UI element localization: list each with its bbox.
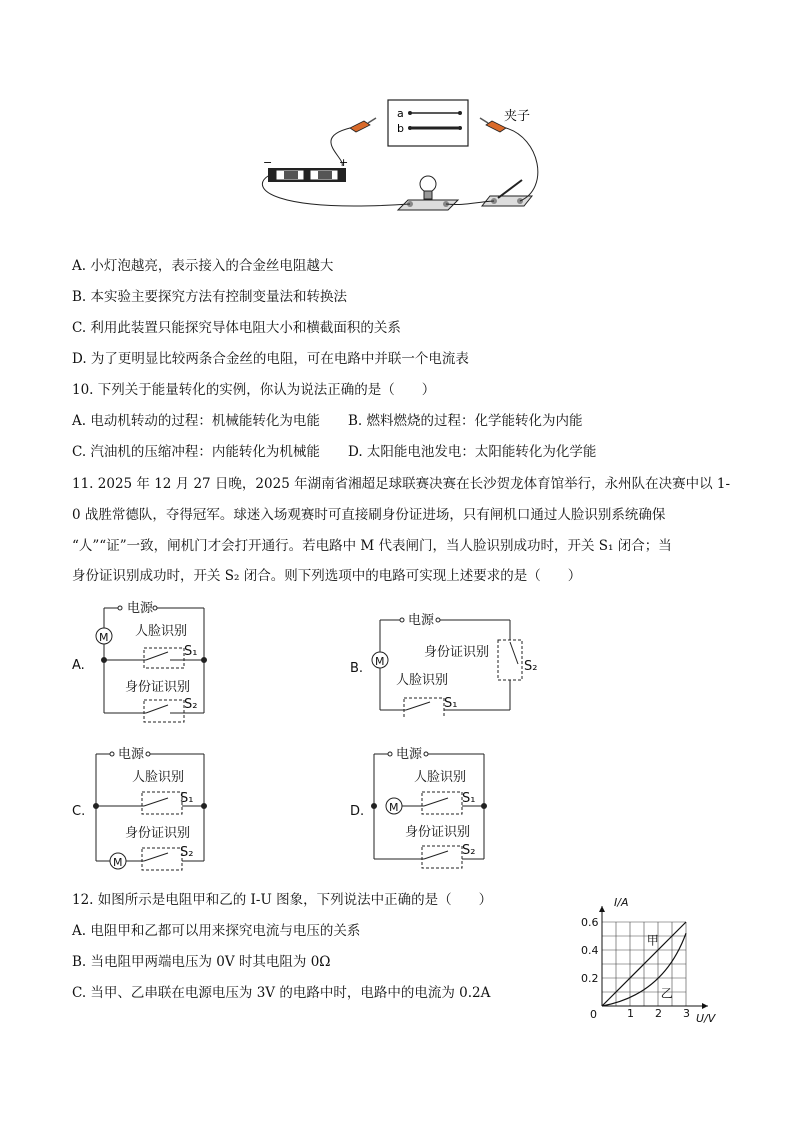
q12-stem: 12. 如图所示是电阻甲和乙的 I-U 图象，下列说法中正确的是（ ） xyxy=(72,892,493,908)
chart-ticks xyxy=(581,916,690,1020)
apparatus-figure xyxy=(250,98,550,228)
y-tick-label: 0.2 xyxy=(581,972,599,985)
circuit-a xyxy=(70,598,220,728)
face-recognition-label: 人脸识别 xyxy=(396,673,449,688)
q11-line-4: 身份证识别成功时，开关 S₂ 闭合。则下列选项中的电路可实现上述要求的是（ ） xyxy=(72,568,582,584)
left-clip-icon xyxy=(350,118,376,132)
x-tick-label: 1 xyxy=(627,1007,634,1020)
series-yi-label: 乙 xyxy=(660,986,673,1001)
power-label: 电源 xyxy=(396,747,423,762)
q11-line-1: 11. 2025 年 12 月 27 日晚，2025 年湖南省湘超足球联赛决赛在长沙贺龙体育馆举行，永州队在决赛中以 1- xyxy=(72,476,731,492)
q11-line-2: 0 战胜常德队，夺得冠军。球迷入场观赛时可直接刷身份证进场，只有闸机口通过人脸识别系统确保 xyxy=(72,507,666,523)
face-recognition-label: 人脸识别 xyxy=(132,770,185,785)
q12-option-b: B. 当电阻甲两端电压为 0V 时其电阻为 0Ω xyxy=(72,954,331,970)
switch-s1-label: S₁ xyxy=(184,644,198,659)
switch-s1-label: S₁ xyxy=(462,791,476,806)
q10-option-b: B. 燃料燃烧的过程：化学能转化为内能 xyxy=(348,413,583,429)
x-tick-label: 2 xyxy=(655,1007,662,1020)
id-recognition-label: 身份证识别 xyxy=(405,825,471,840)
motor-icon: M xyxy=(389,801,399,814)
q11-line-3: “人”“证”一致，闸机门才会打开通行。若电路中 M 代表闸门，当人脸识别成功时，开关 S₁ 闭合；当 xyxy=(72,538,672,554)
circuit-b xyxy=(348,608,538,718)
power-label: 电源 xyxy=(127,601,154,616)
clip-label: 夹子 xyxy=(504,109,531,124)
circuit-c xyxy=(70,744,220,874)
chart-axes xyxy=(599,906,708,1009)
x-axis-label: U/V xyxy=(696,1012,716,1025)
id-recognition-label: 身份证识别 xyxy=(424,645,490,660)
q9-option-b: B. 本实验主要探究方法有控制变量法和转换法 xyxy=(72,289,348,305)
x-axis-arrow-icon xyxy=(702,1003,708,1009)
q10-option-a: A. 电动机转动的过程：机械能转化为电能 xyxy=(72,413,320,429)
wire-b-label: b xyxy=(397,122,404,135)
wire-a-label: a xyxy=(397,107,404,120)
battery-icon xyxy=(268,168,346,182)
id-recognition-label: 身份证识别 xyxy=(125,826,191,841)
series-jia-label: 甲 xyxy=(646,933,659,948)
switch-s2-label: S₂ xyxy=(462,843,476,858)
switch-s2-label: S₂ xyxy=(184,697,198,712)
motor-icon: M xyxy=(99,631,109,644)
x-tick-label: 3 xyxy=(683,1007,690,1020)
face-recognition-label: 人脸识别 xyxy=(414,770,467,785)
q12-option-c: C. 当甲、乙串联在电源电压为 3V 的电路中时，电路中的电流为 0.2A xyxy=(72,985,491,1001)
right-clip-icon xyxy=(480,118,506,132)
y-tick-label: 0.4 xyxy=(581,944,599,957)
power-label: 电源 xyxy=(118,747,145,762)
circuit-a-label: A. xyxy=(72,658,85,673)
q10-stem: 10. 下列关于能量转化的实例，你认为说法正确的是（ ） xyxy=(72,382,436,398)
circuit-d xyxy=(348,744,498,874)
battery-plus-label: + xyxy=(339,156,349,169)
switch-s1-label: S₁ xyxy=(180,791,194,806)
id-recognition-label: 身份证识别 xyxy=(125,680,191,695)
circuit-d-label: D. xyxy=(350,804,365,819)
face-recognition-label: 人脸识别 xyxy=(135,624,188,639)
circuit-b-label: B. xyxy=(350,661,364,676)
q9-option-c: C. 利用此装置只能探究导体电阻大小和横截面积的关系 xyxy=(72,320,401,336)
battery-minus-label: − xyxy=(263,156,273,169)
q10-option-c: C. 汽油机的压缩冲程：内能转化为机械能 xyxy=(72,444,320,460)
switch-s2-label: S₂ xyxy=(524,659,538,674)
motor-icon: M xyxy=(375,655,385,668)
origin-label: 0 xyxy=(590,1008,597,1021)
q12-option-a: A. 电阻甲和乙都可以用来探究电流与电压的关系 xyxy=(72,923,361,939)
power-label: 电源 xyxy=(408,613,435,628)
y-axis-label: I/A xyxy=(614,896,629,909)
switch-s1-label: S₁ xyxy=(444,696,458,711)
q9-option-d: D. 为了更明显比较两条合金丝的电阻，可在电路中并联一个电流表 xyxy=(72,351,469,367)
q9-option-a: A. 小灯泡越亮，表示接入的合金丝电阻越大 xyxy=(72,258,334,274)
y-axis-arrow-icon xyxy=(599,906,605,912)
switch-icon xyxy=(482,180,532,206)
y-tick-label: 0.6 xyxy=(581,916,599,929)
switch-s2-label: S₂ xyxy=(180,845,194,860)
circuit-c-label: C. xyxy=(72,804,86,819)
bulb-icon xyxy=(398,176,458,210)
iu-chart xyxy=(578,890,728,1030)
q10-option-d: D. 太阳能电池发电：太阳能转化为化学能 xyxy=(348,444,597,460)
motor-icon: M xyxy=(113,856,123,869)
